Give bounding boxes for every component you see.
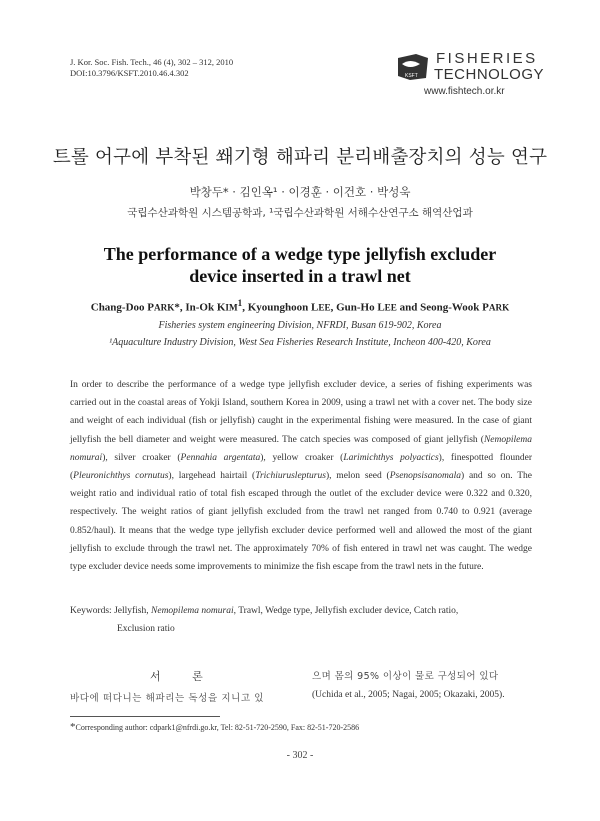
korean-affiliation: 국립수산과학원 시스템공학과, ¹국립수산과학원 서해수산연구소 해역산업과 [127, 207, 473, 219]
logo-mark-text: KSFT [405, 73, 418, 79]
intro-right-citation: (Uchida et al., 2005; Nagai, 2005; Okazaki, 2005). [312, 690, 505, 700]
intro-left-text: 바다에 떠다니는 해파리는 독성을 지니고 있 [70, 693, 265, 704]
keywords [70, 602, 532, 638]
fish-logo-icon [396, 52, 430, 82]
korean-authors: 박창두* · 김인옥¹ · 이경훈 · 이건호 · 박성욱 [189, 185, 411, 199]
journal-citation-line: J. Kor. Soc. Fish. Tech., 46 (4), 302 – 312, 2010 [70, 57, 234, 67]
page-number: - 302 - [286, 750, 314, 761]
english-title [0, 243, 600, 287]
english-affiliation-1: Fisheries system engineering Division, NFRDI, Busan 619-902, Korea [158, 320, 442, 331]
abstract: In order to describe the performance of a wedge type jellyfish excluder device, a series of fishing experiments was carried out in the coastal areas of Yokji Island, southern Korea in 2009, using a trawl net with a cover net. The body size and weight of each individual (fish or jellyfish) caught in the experimental fishing were measured. In the case of giant jellyfish the bell diameter and weight were measured. The catch species was composed of giant jellyfish (Nemopilema nomurai), silver croaker (Pennahia argentata), yellow croaker (Larimichthys polyactics), finespotted flounder (Pleuronichthys cornutus), largehead hairtail (Trichiuruslepturus), melon seed (Psenopsisanomala) and so on. The weight ratio and individual ratio of total fish escaped through the outlet of the excluder device were 0.322 and 0.320, respectively. The weight ratios of giant jellyfish excluded from the trawl net ranged from 0.740 to 0.921 (average 0.852/haul). It means that the wedge type jellyfish excluder device performed well and allowed the most of the giant jellyfish to exclude through the trawl net. The approximately 70% of fish entered in trawl net was caught. The wedge type excluder device needs some improvements to minimize the fish escape from the trawl nets in the future. [70, 380, 533, 573]
fisheries-technology-logo[interactable] [396, 50, 546, 100]
english-affiliation-2: ¹Aquaculture Industry Division, West Sea Fisheries Research Institute, Incheon 400-420, Korea [109, 337, 491, 348]
journal-citation [70, 57, 233, 79]
footnote-divider [70, 716, 220, 717]
english-title-line: The performance of a wedge type jellyfish excluder [103, 244, 497, 264]
footnote-star: * [70, 721, 76, 733]
korean-title: 트롤 어구에 부착된 쐐기형 해파리 분리배출장치의 성능 연구 [52, 147, 548, 168]
english-title-line: device inserted in a trawl net [189, 266, 411, 286]
introduction-heading: 서 론 [150, 670, 217, 683]
keywords-line: Exclusion ratio [117, 624, 175, 634]
intro-right-text: 으며 몸의 95% 이상이 물로 구성되어 있다 [312, 671, 499, 682]
doi-line: DOI:10.3796/KSFT.2010.46.4.302 [70, 68, 189, 78]
keywords-line: Keywords: Jellyfish, Nemopilema nomurai, Trawl, Wedge type, Jellyfish excluder device, Catch ratio, [70, 606, 459, 616]
logo-word-technology: TECHNOLOGY [434, 66, 545, 83]
journal-url-link[interactable]: www.fishtech.or.kr [424, 86, 505, 97]
corresponding-author-footnote [70, 721, 359, 733]
english-authors: Chang-Doo PARK*, In-Ok KIM$^1$, Kyounghoon LEE, Gun-Ho LEE and Seong-Wook PARK [90, 298, 510, 314]
footnote-text: Corresponding author: cdpark1@nfrdi.go.kr, Tel: 82-51-720-2590, Fax: 82-51-720-2586 [75, 723, 360, 732]
logo-word-fisheries: FISHERIES [436, 50, 538, 67]
